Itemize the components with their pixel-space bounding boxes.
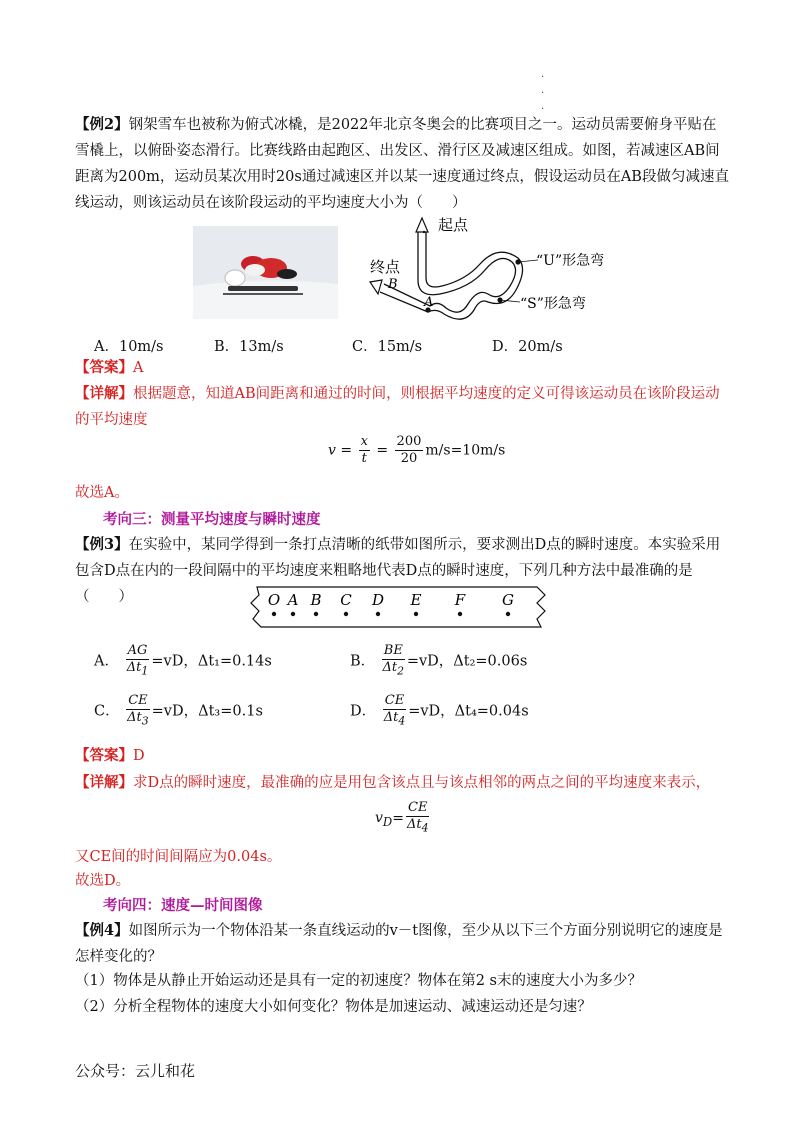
point-b-label: B (388, 277, 398, 292)
tape-label-c: C (340, 591, 352, 609)
example-4-question-1: （1）物体是从静止开始运动还是具有一定的初速度？物体在第2 s末的速度大小为多少？ (75, 973, 642, 989)
example-2-conclusion: 故选A。 (75, 485, 129, 501)
u-curve-label: “U”形急弯 (536, 253, 605, 269)
tape-label-e: E (410, 591, 422, 609)
tape-dot-o (272, 612, 276, 616)
example-2-answer: 【答案】A (75, 359, 144, 376)
option-d: D．20m/s (492, 339, 563, 355)
tape-dot-e (414, 612, 418, 616)
tape-label-a: A (287, 591, 299, 609)
tape-label-b: B (310, 591, 322, 609)
ex3-option-b: B． $\frac{BE}{\Delta t_2}$ =vD，Δt₂=0.06s (350, 643, 528, 678)
paper-tape-diagram (245, 583, 550, 633)
option-a: A．10m/s (94, 339, 164, 355)
example-3-detail: 【详解】求D点的瞬时速度，最准确的应是用包含该点且与该点相邻的两点之间的平均速度来表示， (75, 774, 711, 791)
point-a-label: A (424, 295, 434, 310)
section-3-title: 考向三：测量平均速度与瞬时速度 (103, 511, 321, 528)
section-4-title: 考向四：速度—时间图像 (103, 897, 263, 914)
tape-label-d: D (371, 591, 385, 609)
example-4-text: 【例4】如图所示为一个物体沿某一条直线运动的v－t图像，至少从以下三个方面分别说明它的速度是怎样变化的？ (75, 922, 723, 965)
example-4-question-2: （2）分析全程物体的速度大小如何变化？物体是加速运动、减速运动还是匀速？ (75, 999, 592, 1015)
ex3-option-c: C． $\frac{CE}{\Delta t_3}$ =vD，Δt₃=0.1s (94, 693, 263, 728)
tape-dot-c (344, 612, 348, 616)
example-2-text: 【例2】钢架雪车也被称为俯式冰橇，是2022年北京冬奥会的比赛项目之一。运动员需要俯身平贴在雪橇上，以俯卧姿态滑行。比赛线路由起跑区、出发区、滑行区及减速区组成。如图，若减速区AB间距离为200m，运动员某次用时20s通过减速区并以某一速度通过终点，假设运动员在AB段做匀减速直线运动，则该运动员在该阶段运动的平均速度大小为（ ） (75, 116, 729, 211)
ex3-option-a: A． $\frac{AG}{\Delta t_1}$ =vD，Δt₁=0.14s (94, 643, 272, 678)
example-3-note: 又CE间的时间间隔应为0.04s。 (75, 849, 282, 865)
example-3-conclusion: 故选D。 (75, 873, 131, 889)
example-2-label: 【例2】 (75, 116, 129, 133)
example-3-answer: 【答案】D (75, 747, 145, 764)
skeleton-sled-photo (193, 226, 338, 319)
example-3-formula: $v_D=$ $\frac{CE}{\Delta t_4}$ (375, 800, 429, 835)
tape-label-o: O (267, 591, 281, 609)
tape-label-f: F (454, 591, 466, 609)
tape-label-g: G (502, 591, 514, 609)
footer-account: 公众号：云儿和花 (75, 1062, 196, 1080)
track-diagram (360, 210, 630, 330)
tape-dot-g (506, 612, 510, 616)
ex3-option-d: D． $\frac{CE}{\Delta t_4}$ =vD，Δt₄=0.04s (350, 693, 529, 728)
tape-dot-a (291, 612, 295, 616)
example-2-formula: v = $\frac{x}{t}$ = $\frac{200}{20}$ m/s=10m/s (328, 434, 506, 466)
start-label: 起点 (438, 216, 469, 234)
tape-dot-d (376, 612, 380, 616)
tape-dot-f (458, 612, 462, 616)
end-label: 终点 (370, 258, 401, 276)
s-curve-label: “S”形急弯 (520, 296, 586, 312)
tape-dot-b (314, 612, 318, 616)
header-dots: · · · (541, 72, 545, 115)
example-2-detail: 【详解】根据题意，知道AB间距离和通过的时间，则根据平均速度的定义可得该运动员在该阶段运动的平均速度 (75, 385, 720, 428)
option-b: B．13m/s (214, 339, 284, 355)
option-c: C．15m/s (352, 339, 423, 355)
example-3-text: 【例3】在实验中，某同学得到一条打点清晰的纸带如图所示，要求测出D点的瞬时速度。本实验采用包含D点在内的一段间隔中的平均速度来粗略地代表D点的瞬时速度，下列几种方法中最准确的是（ ） (75, 536, 721, 605)
